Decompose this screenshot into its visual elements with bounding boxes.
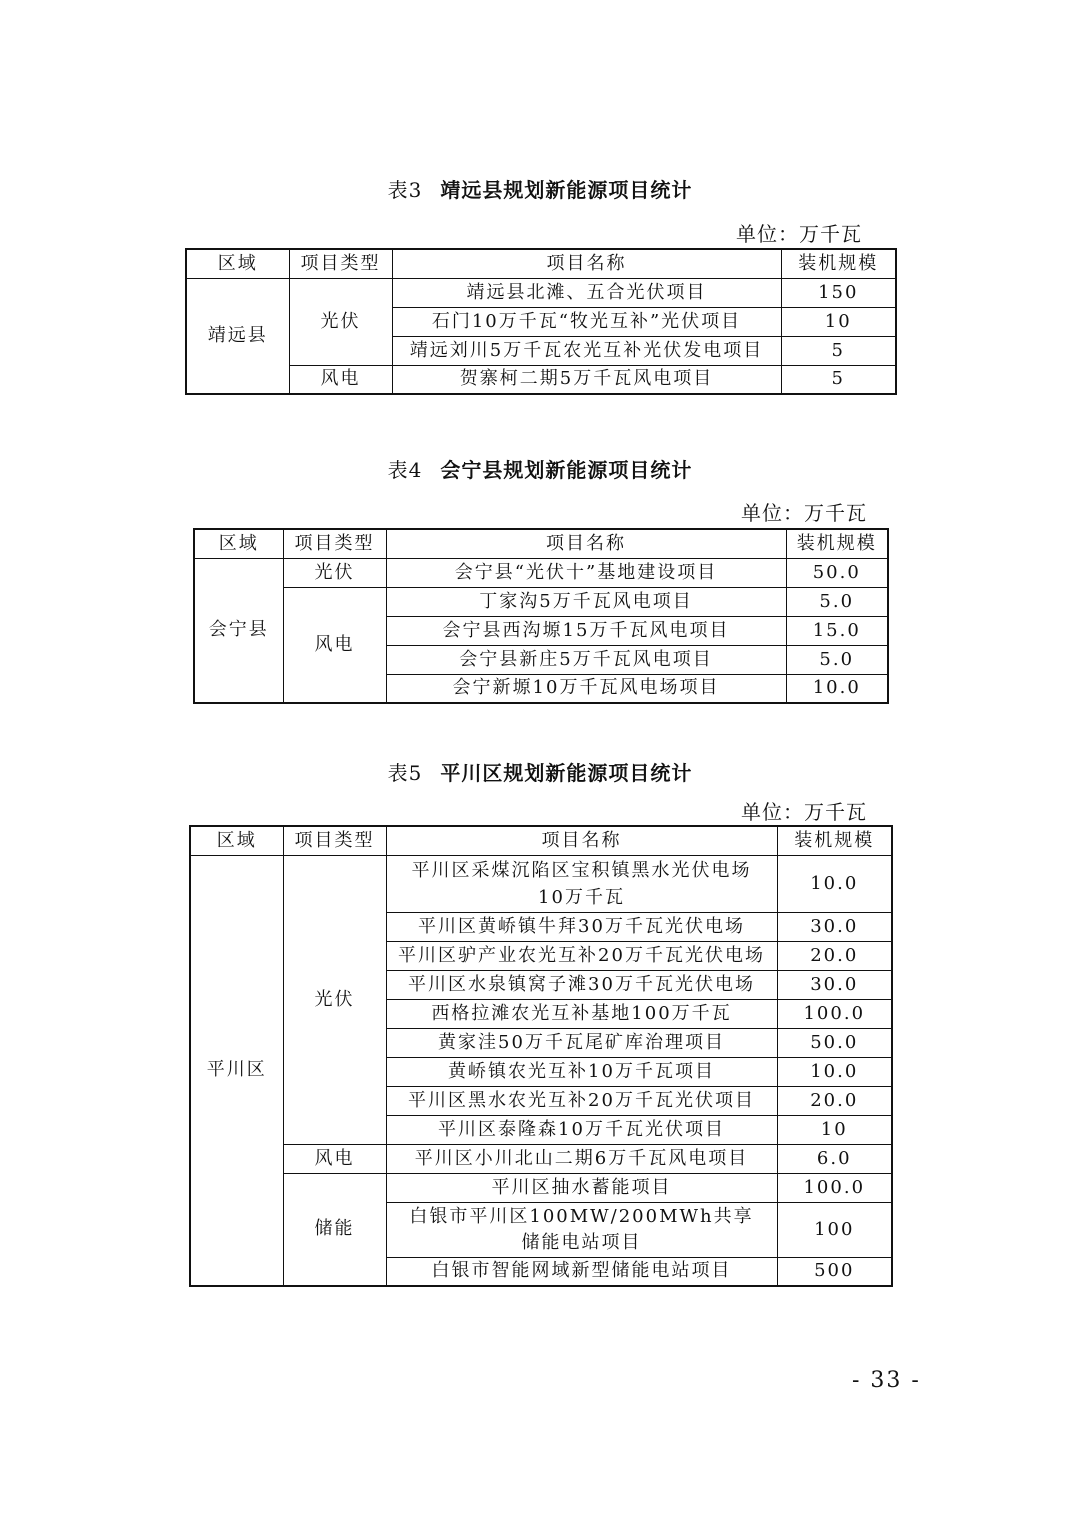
table5-capacity: 10.0 bbox=[777, 855, 892, 912]
table3-project-name: 靖远县北滩、五合光伏项目 bbox=[392, 278, 781, 307]
table4-header-name: 项目名称 bbox=[386, 529, 786, 558]
table5-capacity: 30.0 bbox=[777, 970, 892, 999]
table4-capacity: 50.0 bbox=[786, 558, 888, 587]
table4-capacity: 15.0 bbox=[786, 616, 888, 645]
table5-project-name: 黄峤镇农光互补10万千瓦项目 bbox=[386, 1057, 777, 1086]
table5-region-cell: 平川区 bbox=[190, 855, 283, 1286]
table3-title: 靖远县规划新能源项目统计 bbox=[440, 178, 693, 202]
table5-type-cell: 储能 bbox=[283, 1173, 386, 1286]
table3-header-type: 项目类型 bbox=[289, 249, 392, 278]
table5-caption bbox=[0, 757, 1080, 786]
table5-capacity: 50.0 bbox=[777, 1028, 892, 1057]
table5-unit: 单位：万千瓦 bbox=[741, 800, 867, 824]
table5-project-name: 平川区小川北山二期6万千瓦风电项目 bbox=[386, 1144, 777, 1173]
table5-capacity: 100.0 bbox=[777, 1173, 892, 1202]
table3-header-name: 项目名称 bbox=[392, 249, 781, 278]
table3-header-capacity: 装机规模 bbox=[781, 249, 896, 278]
table4 bbox=[193, 528, 889, 704]
table3-type-cell: 光伏 bbox=[289, 278, 392, 365]
table5-project-name: 黄家洼50万千瓦尾矿库治理项目 bbox=[386, 1028, 777, 1057]
table4-header-capacity: 装机规模 bbox=[786, 529, 888, 558]
table5-project-name: 白银市平川区100MW/200MWh共享储能电站项目 bbox=[386, 1202, 777, 1257]
table3-project-name: 靖远刘川5万千瓦农光互补光伏发电项目 bbox=[392, 336, 781, 365]
table3-project-name: 贺寨柯二期5万千瓦风电项目 bbox=[392, 365, 781, 394]
table3-caption bbox=[0, 174, 1080, 203]
table3-project-name: 石门10万千瓦“牧光互补”光伏项目 bbox=[392, 307, 781, 336]
table5-project-name: 平川区黑水农光互补20万千瓦光伏项目 bbox=[386, 1086, 777, 1115]
table5-capacity: 100.0 bbox=[777, 999, 892, 1028]
table3-capacity: 5 bbox=[781, 365, 896, 394]
table4-project-name: 会宁县新庄5万千瓦风电项目 bbox=[386, 645, 786, 674]
table3-capacity: 5 bbox=[781, 336, 896, 365]
table3-capacity: 10 bbox=[781, 307, 896, 336]
table5-project-name: 平川区抽水蓄能项目 bbox=[386, 1173, 777, 1202]
table3-header-region: 区域 bbox=[186, 249, 289, 278]
table5-project-name: 平川区采煤沉陷区宝积镇黑水光伏电场10万千瓦 bbox=[386, 855, 777, 912]
table4-number: 表4 bbox=[387, 458, 423, 482]
table4-type-cell: 风电 bbox=[283, 587, 386, 703]
table5-capacity: 100 bbox=[777, 1202, 892, 1257]
table4-header-region: 区域 bbox=[194, 529, 283, 558]
page-number: - 33 - bbox=[852, 1368, 921, 1393]
table4-region-cell: 会宁县 bbox=[194, 558, 283, 703]
table5-type-cell: 风电 bbox=[283, 1144, 386, 1173]
table4-project-name: 会宁县“光伏十”基地建设项目 bbox=[386, 558, 786, 587]
table5-title: 平川区规划新能源项目统计 bbox=[440, 761, 693, 785]
table5-project-name: 平川区水泉镇窝子滩30万千瓦光伏电场 bbox=[386, 970, 777, 999]
table4-caption bbox=[0, 454, 1080, 483]
table3 bbox=[185, 248, 897, 395]
table5-capacity: 500 bbox=[777, 1257, 892, 1286]
table5-capacity: 10.0 bbox=[777, 1057, 892, 1086]
table5-project-name: 平川区泰隆森10万千瓦光伏项目 bbox=[386, 1115, 777, 1144]
table4-project-name: 会宁新塬10万千瓦风电场项目 bbox=[386, 674, 786, 703]
table5-header-capacity: 装机规模 bbox=[777, 826, 892, 855]
table5-type-cell: 光伏 bbox=[283, 855, 386, 1144]
table3-region-cell: 靖远县 bbox=[186, 278, 289, 394]
table5-header-type: 项目类型 bbox=[283, 826, 386, 855]
table4-project-name: 会宁县西沟塬15万千瓦风电项目 bbox=[386, 616, 786, 645]
table4-capacity: 5.0 bbox=[786, 645, 888, 674]
table5-project-name: 平川区黄峤镇牛拜30万千瓦光伏电场 bbox=[386, 912, 777, 941]
table4-header-type: 项目类型 bbox=[283, 529, 386, 558]
table4-title: 会宁县规划新能源项目统计 bbox=[440, 458, 693, 482]
table3-capacity: 150 bbox=[781, 278, 896, 307]
table4-unit: 单位：万千瓦 bbox=[741, 501, 867, 525]
table4-capacity: 10.0 bbox=[786, 674, 888, 703]
table4-project-name: 丁家沟5万千瓦风电项目 bbox=[386, 587, 786, 616]
table5-capacity: 10 bbox=[777, 1115, 892, 1144]
table5-number: 表5 bbox=[387, 761, 423, 785]
table5-project-name: 平川区驴产业农光互补20万千瓦光伏电场 bbox=[386, 941, 777, 970]
table5-capacity: 20.0 bbox=[777, 941, 892, 970]
table5-capacity: 30.0 bbox=[777, 912, 892, 941]
table4-type-cell: 光伏 bbox=[283, 558, 386, 587]
table4-capacity: 5.0 bbox=[786, 587, 888, 616]
table3-unit: 单位：万千瓦 bbox=[736, 222, 862, 246]
table3-number: 表3 bbox=[387, 178, 423, 202]
table3-type-cell: 风电 bbox=[289, 365, 392, 394]
table5 bbox=[189, 825, 893, 1287]
table5-header-name: 项目名称 bbox=[386, 826, 777, 855]
table5-header-region: 区域 bbox=[190, 826, 283, 855]
table5-project-name: 西格拉滩农光互补基地100万千瓦 bbox=[386, 999, 777, 1028]
table5-project-name: 白银市智能网域新型储能电站项目 bbox=[386, 1257, 777, 1286]
table5-capacity: 6.0 bbox=[777, 1144, 892, 1173]
table5-capacity: 20.0 bbox=[777, 1086, 892, 1115]
